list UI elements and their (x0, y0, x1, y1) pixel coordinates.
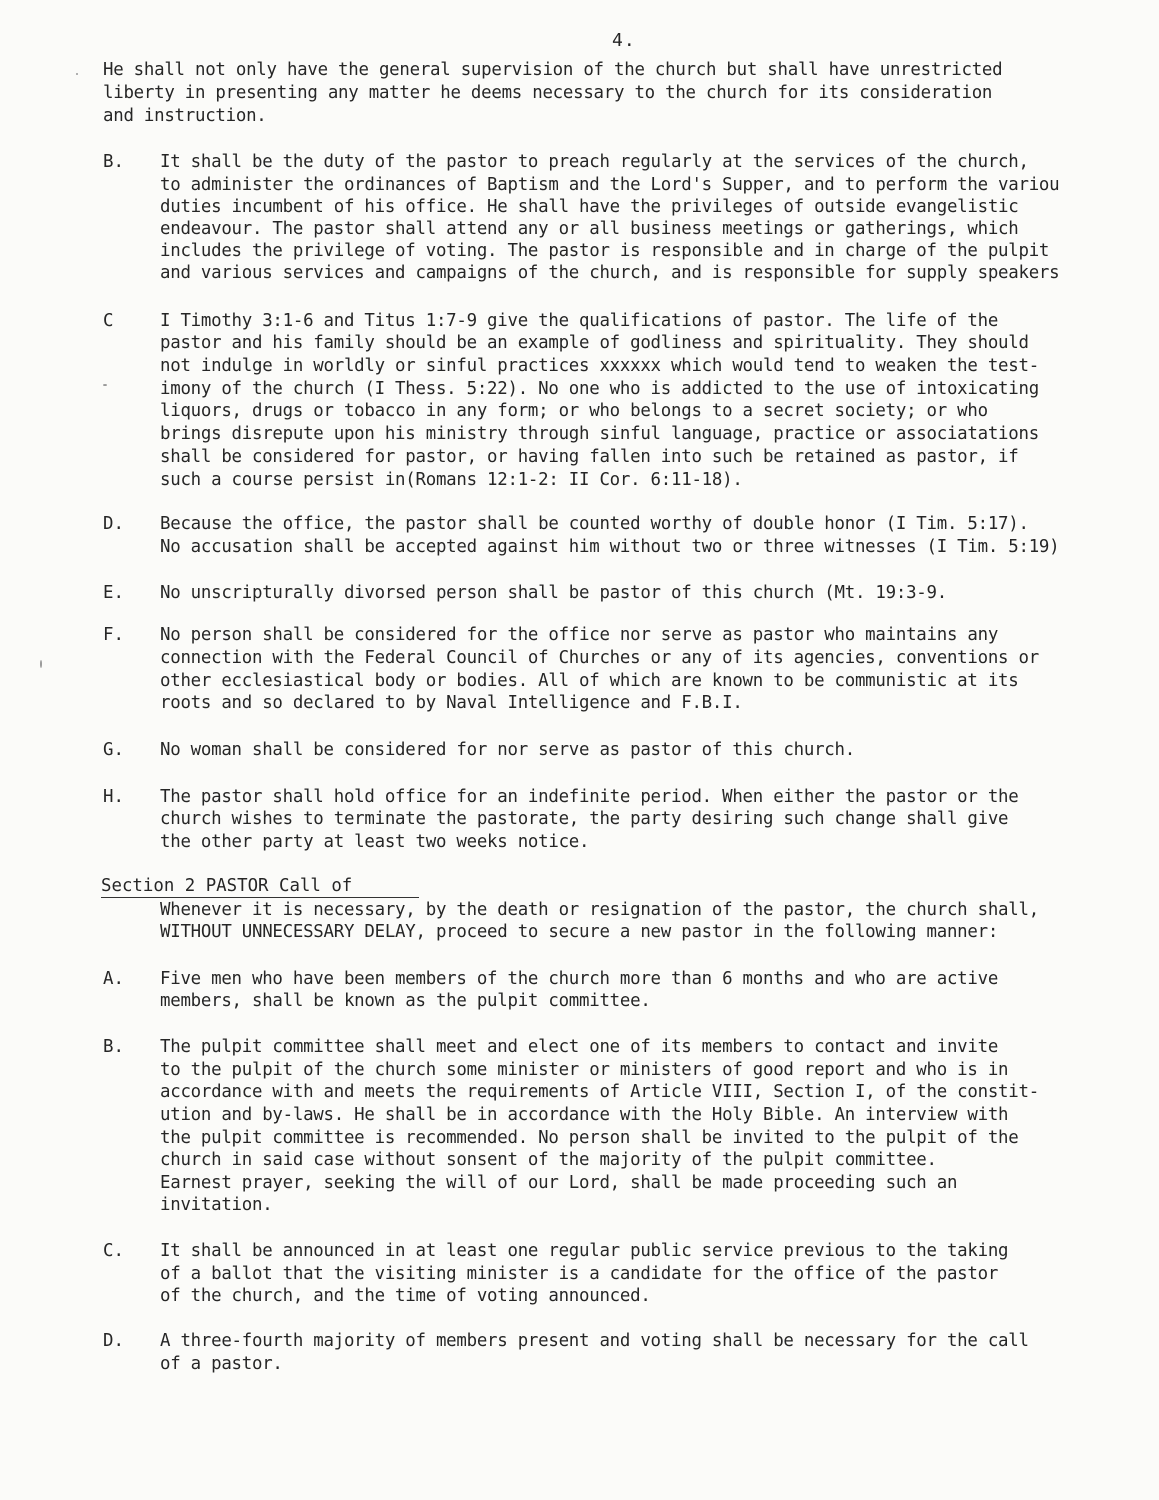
text-line: endeavour. The pastor shall attend any or all business meetings or gatherings, which (160, 219, 1019, 239)
text-line: The pulpit committee shall meet and elect one of its members to contact and invite (160, 1037, 999, 1057)
text-line: the pulpit committee is recommended. No person shall be invited to the pulpit of the (160, 1128, 1019, 1148)
item-label: D. (103, 514, 124, 534)
text-line: members, shall be known as the pulpit committee. (160, 991, 651, 1011)
text-line: No person shall be considered for the office nor serve as pastor who maintains any (160, 625, 999, 645)
text-line: of a pastor. (160, 1354, 283, 1374)
page-number: 4. (612, 30, 636, 51)
section-heading: Section 2 PASTOR Call of (101, 876, 353, 896)
text-line: It shall be announced in at least one regular public service previous to the taking (160, 1241, 1009, 1261)
text-line: the other party at least two weeks notice. (160, 832, 590, 852)
text-line: Whenever it is necessary, by the death or resignation of the pastor, the church shall, (160, 900, 1039, 920)
text-line: of the church, and the time of voting announced. (160, 1286, 651, 1306)
text-line: ution and by-laws. He shall be in accordance with the Holy Bible. An interview with (160, 1105, 1009, 1125)
text-line: pastor and his family should be an example of godliness and spirituality. They should (160, 333, 1029, 353)
text-line: imony of the church (I Thess. 5:22). No one who is addicted to the use of intoxicating (160, 379, 1039, 399)
item-label: B. (103, 152, 124, 172)
text-line: to the pulpit of the church some minister or ministers of good report and who is in (160, 1060, 1009, 1080)
text-line: not indulge in worldly or sinful practices xxxxxx which would tend to weaken the test- (160, 356, 1039, 376)
text-line: No accusation shall be accepted against him without two or three witnesses (I Tim. 5:19) (160, 537, 1060, 557)
text-line: church in said case without sonsent of the majority of the pulpit committee. (160, 1150, 937, 1170)
text-line: duties incumbent of his office. He shall have the privileges of outside evangelistic (160, 197, 1019, 217)
text-line: to administer the ordinances of Baptism and the Lord's Supper, and to perform the variou (160, 175, 1060, 195)
item-label: C. (103, 1241, 124, 1261)
item-label: D. (103, 1331, 124, 1351)
text-line: accordance with and meets the requirements of Article VIII, Section I, of the constit- (160, 1082, 1039, 1102)
text-line: of a ballot that the visiting minister is a candidate for the office of the pastor (160, 1264, 999, 1284)
text-line: Five men who have been members of the church more than 6 months and who are active (160, 969, 999, 989)
text-line: Earnest prayer, seeking the will of our Lord, shall be made proceeding such an (160, 1173, 958, 1193)
text-line: brings disrepute upon his ministry through sinful language, practice or associatations (160, 424, 1039, 444)
scan-mark (103, 384, 107, 386)
text-line: other ecclesiastical body or bodies. All of which are known to be communistic at its (160, 671, 1019, 691)
item-label: F. (103, 625, 124, 645)
text-line: shall be considered for pastor, or having fallen into such be retained as pastor, if (160, 447, 1019, 467)
item-label: B. (103, 1037, 124, 1057)
item-label: H. (103, 787, 124, 807)
text-line: It shall be the duty of the pastor to preach regularly at the services of the church, (160, 152, 1029, 172)
text-line: No woman shall be considered for nor serve as pastor of this church. (160, 740, 855, 760)
text-line: I Timothy 3:1-6 and Titus 1:7-9 give the qualifications of pastor. The life of the (160, 311, 999, 331)
scan-mark (76, 73, 78, 75)
text-line: and various services and campaigns of the church, and is responsible for supply speakers (160, 263, 1060, 283)
text-line: The pastor shall hold office for an indefinite period. When either the pastor or the (160, 787, 1019, 807)
scan-mark (40, 660, 42, 668)
text-line: invitation. (160, 1195, 273, 1215)
text-line: liberty in presenting any matter he deems necessary to the church for its consideration (103, 83, 993, 103)
text-line: connection with the Federal Council of Churches or any of its agencies, conventions or (160, 648, 1039, 668)
text-line: He shall not only have the general supervision of the church but shall have unrestricted (103, 60, 1003, 80)
text-line: WITHOUT UNNECESSARY DELAY, proceed to secure a new pastor in the following manner: (160, 922, 999, 942)
text-line: liquors, drugs or tobacco in any form; or who belongs to a secret society; or who (160, 401, 988, 421)
item-label: A. (103, 969, 124, 989)
text-line: roots and so declared to by Naval Intelligence and F.B.I. (160, 693, 743, 713)
text-line: such a course persist in(Romans 12:1-2: II Cor. 6:11-18). (160, 470, 743, 490)
text-line: A three-fourth majority of members present and voting shall be necessary for the call (160, 1331, 1029, 1351)
item-label: C (103, 311, 114, 331)
item-label: G. (103, 740, 124, 760)
text-line: church wishes to terminate the pastorate, the party desiring such change shall give (160, 809, 1009, 829)
text-line: and instruction. (103, 106, 267, 126)
item-label: E. (103, 583, 124, 603)
text-line: includes the privilege of voting. The pastor is responsible and in charge of the pulpit (160, 241, 1050, 261)
text-line: Because the office, the pastor shall be counted worthy of double honor (I Tim. 5:17). (160, 514, 1029, 534)
text-line: No unscripturally divorsed person shall be pastor of this church (Mt. 19:3-9. (160, 583, 947, 603)
heading-underline (101, 897, 419, 898)
